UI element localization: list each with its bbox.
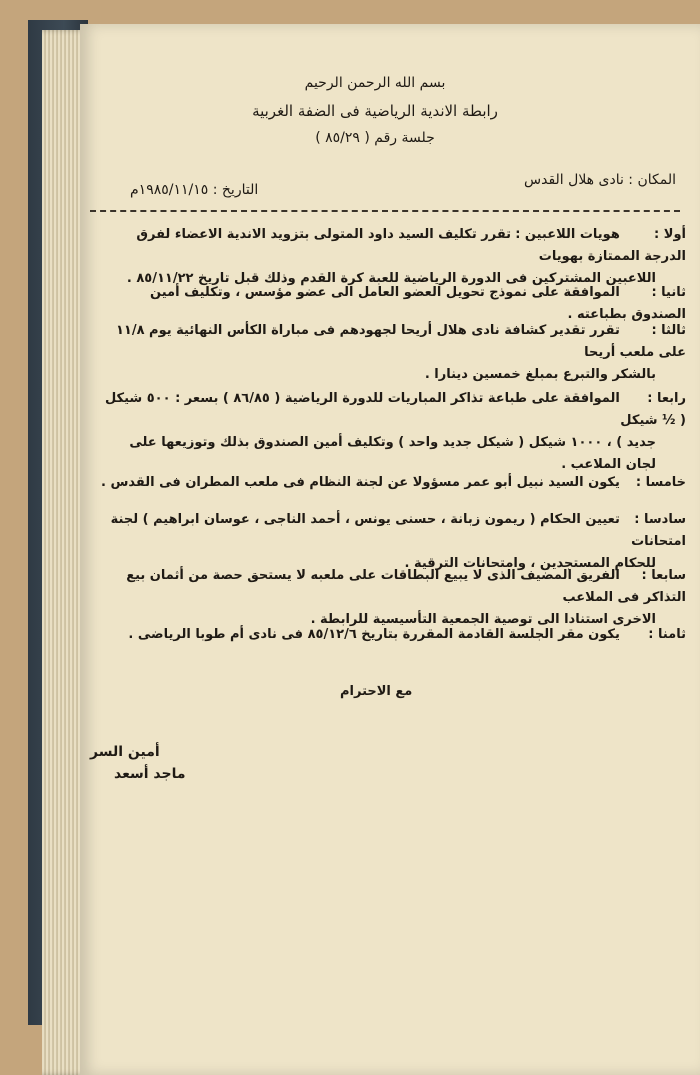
item-text: يكون مقر الجلسة القادمة المقررة بتاريخ ٨٥/١٢/٦ فى نادى أم طوبا الرياضى .	[128, 627, 620, 642]
document-page	[80, 24, 700, 1075]
item-number: خامسا :	[635, 475, 686, 490]
item-text: تقرر تقدير كشافة نادى هلال أريحا لجهودهم فى مباراة الكأس النهائية يوم ١١/٨ على ملعب أريحا	[115, 323, 686, 360]
item-number: رابعا :	[647, 391, 686, 406]
meeting-place: المكان : نادى هلال القدس	[524, 172, 676, 188]
item-text: يكون السيد نبيل أبو عمر مسؤولا عن لجنة النظام فى ملعب المطران فى القدس .	[101, 475, 620, 490]
item-number: سابعا :	[641, 568, 686, 583]
item-text-cont: جديد ) ، ١٠٠٠ شيكل ( شيكل جديد واحد ) وتكليف أمين الصندوق بذلك وتوزيعها على	[129, 435, 656, 450]
minute-item-8	[98, 624, 686, 646]
minute-item-1	[98, 224, 686, 290]
item-label: هويات اللاعبين :	[515, 227, 620, 242]
item-text: تعيين الحكام ( ريمون زبانة ، حسنى يونس ، أحمد الناجى ، عوسان ابراهيم ) لجنة امتحانات	[110, 512, 686, 549]
item-number: ثامنا :	[648, 627, 686, 642]
minute-item-4	[98, 388, 686, 476]
item-text-cont: اللاعبين المشتركين فى الدورة الرياضية للعبة كرة القدم وذلك قبل تاريخ ٨٥/١١/٢٢ .	[126, 271, 656, 286]
closing-salutation: مع الاحترام	[340, 684, 413, 699]
item-text-cont-2: لجان الملاعب .	[561, 457, 656, 472]
item-text-cont: بالشكر والتبرع بمبلغ خمسين دينارا .	[424, 367, 656, 382]
organization-title: رابطة الاندية الرياضية فى الضفة الغربية	[252, 102, 498, 120]
item-text: الفريق المضيف الذى لا يبيع البطاقات على ملعبه لا يستحق حصة من أثمان بيع التذاكر فى الملاعب	[126, 568, 686, 605]
item-text: الموافقة على نموذج تحويل العضو العامل الى عضو مؤسس ، وتكليف أمين الصندوق بطباعته .	[150, 285, 686, 322]
signature-name: ماجد أسعد	[114, 766, 186, 782]
session-number: جلسة رقم ( ٨٥/٢٩ )	[315, 130, 435, 146]
item-number: ثالثا :	[651, 323, 686, 338]
item-text-cont: للحكام المستجدين ، وامتحانات الترقية .	[404, 556, 656, 571]
minute-item-5	[98, 472, 686, 494]
item-number: ثانيا :	[651, 285, 686, 300]
dashed-divider	[90, 210, 680, 212]
meeting-date: التاريخ : ١٩٨٥/١١/١٥م	[130, 182, 259, 198]
item-text: تقرر تكليف السيد داود المتولى بتزويد الاندية الاعضاء لفرق الدرجة الممتازة بهويات	[136, 227, 686, 264]
minute-item-7	[98, 565, 686, 631]
item-number: أولا :	[654, 227, 686, 242]
item-text-cont: الاخرى استنادا الى توصية الجمعية التأسيسية للرابطة .	[310, 612, 656, 627]
minute-item-3	[98, 320, 686, 386]
basmala: بسم الله الرحمن الرحيم	[304, 75, 446, 91]
signature-title: أمين السر	[90, 744, 160, 760]
item-number: سادسا :	[634, 512, 686, 527]
item-text: الموافقة على طباعة تذاكر المباريات للدورة الرياضية ( ٨٦/٨٥ ) بسعر : ٥٠٠ شيكل ( ½ شيكل	[104, 391, 686, 428]
